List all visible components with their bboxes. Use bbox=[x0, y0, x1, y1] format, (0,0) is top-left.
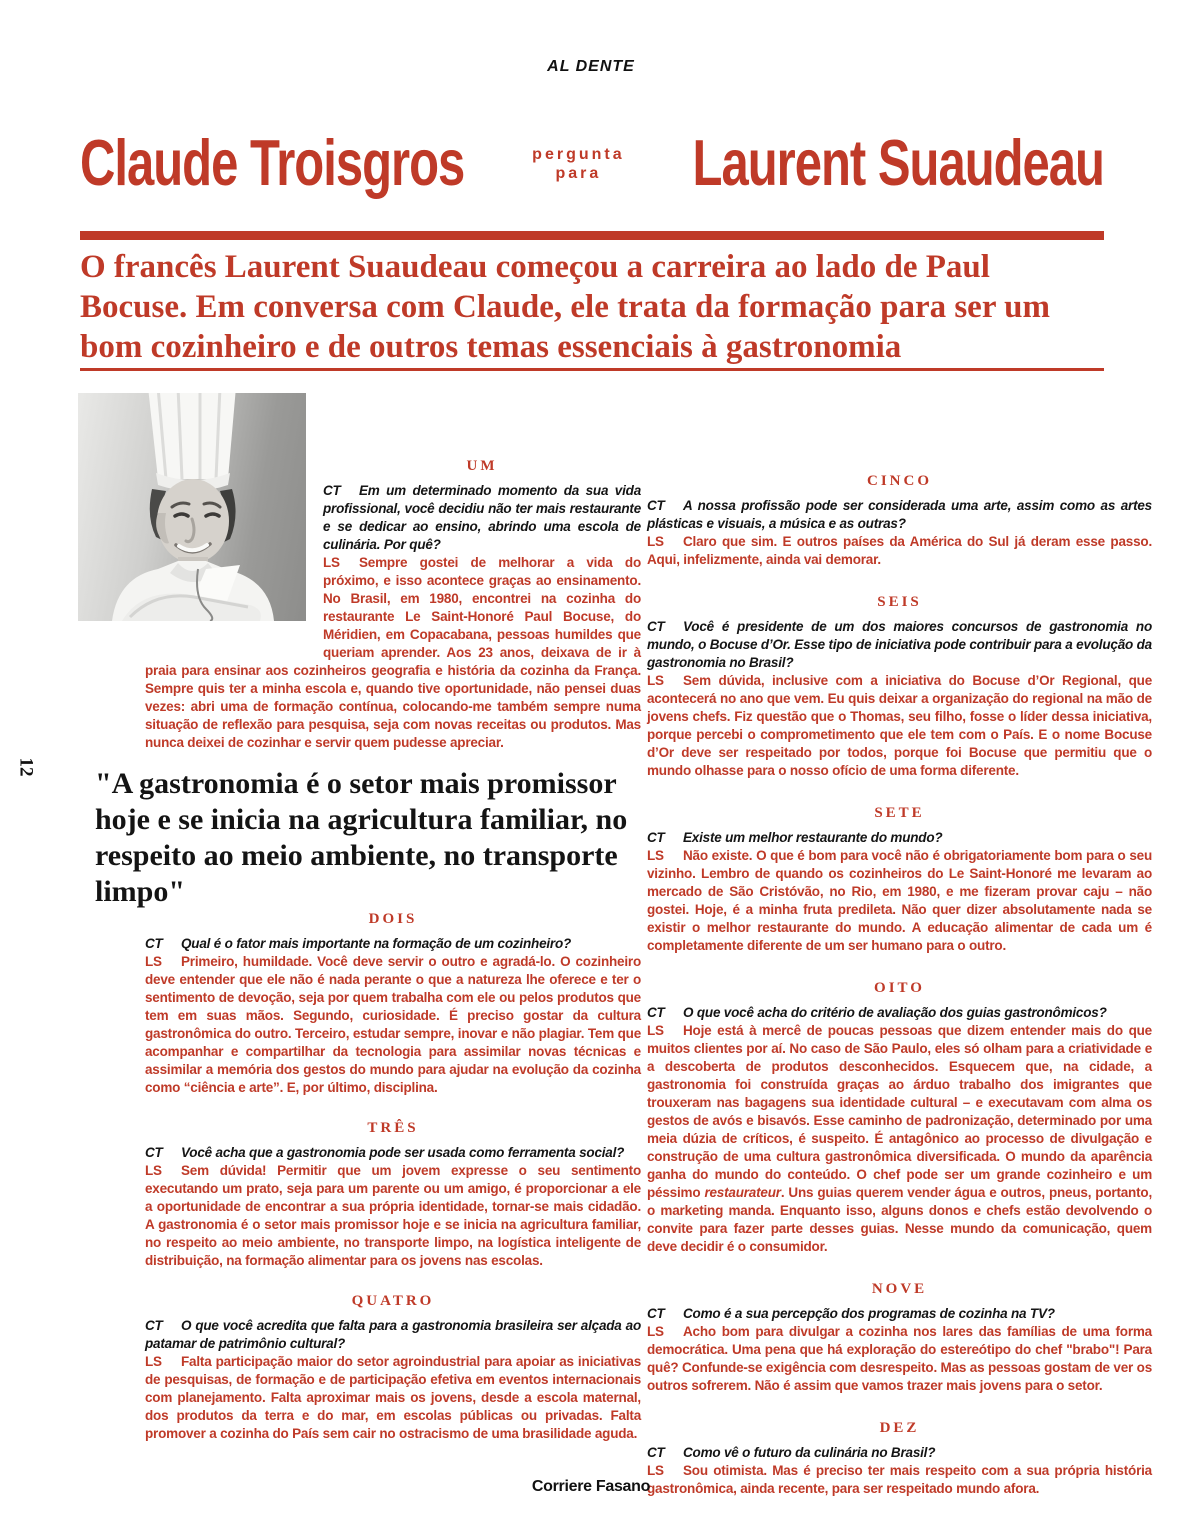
interviewer-question: CT A nossa profissão pode ser considerada uma arte, assim como as artes plásticas e visuais, a música e as outras? bbox=[647, 498, 1152, 531]
section-number-heading: DOIS bbox=[368, 911, 418, 927]
speaker-label-ls: LS bbox=[647, 848, 664, 863]
speaker-label-ls: LS bbox=[647, 673, 664, 688]
interviewee-answer: LS Sou otimista. Mas é preciso ter mais respeito com a sua própria história gastronômica, ainda recente, para ser respeitado mundo afora. bbox=[647, 1463, 1152, 1496]
interviewee-answer: LS Sempre gostei de melhorar a vida do próximo, e isso acontece graças ao ensinamento. No Brasil, em 1980, encontrei na cozinha do restaurante Le Saint-Honoré Paul Bocuse, do Méridien, em Copacabana, pessoas humildes que queriam aprender. Aos 23 anos, deixava de ir à praia para ensinar aos cozinheiros geografia e história da cozinha da França. Sempre quis ter a minha escola e, quando tive oportunidade, não pensei duas vezes: abri uma de formação contínua, colocando-me também sempre numa situação de reflexão para pesquisa, seja com novas receitas ou produtos. Mas nunca deixei de cozinhar e servir quem pudesse apreciar. bbox=[145, 555, 641, 750]
left-column bbox=[95, 393, 641, 1443]
speaker-label-ls: LS bbox=[145, 1354, 162, 1369]
deck-divider-rule bbox=[80, 368, 1104, 371]
interviewee-answer: LS Claro que sim. E outros países da América do Sul já deram esse passo. Aqui, infelizmente, ainda vai demorar. bbox=[647, 534, 1152, 567]
italic-term: restaurateur bbox=[704, 1185, 781, 1200]
speaker-label-ct: CT bbox=[145, 936, 163, 951]
section-number-heading: CINCO bbox=[866, 473, 932, 489]
top-divider-rule bbox=[80, 231, 1104, 240]
interviewer-question: CT Você acha que a gastronomia pode ser usada como ferramenta social? bbox=[145, 1145, 625, 1160]
left-sections-bottom bbox=[145, 910, 641, 1443]
interviewer-question: CT O que você acha do critério de avaliação dos guias gastronômicos? bbox=[647, 1005, 1107, 1020]
speaker-label-ct: CT bbox=[647, 1005, 665, 1020]
interviewer-question: CT Como é a sua percepção dos programas de cozinha na TV? bbox=[647, 1306, 1055, 1321]
interviewee-answer: LS Hoje está à mercê de poucas pessoas que dizem entender mais do que muitos clientes por aí. No caso de São Paulo, eles só olham para a criatividade e a descoberta de produtos desconhecidos. Esquecem que, na cidade, a gastronomia foi construída graças ao árduo trabalho dos imigrantes que trouxeram nas bagagens sua identidade cultural – e executavam com alma os gestos de avós e bisavós. Esse caminho de padronização, determinado por uma meia dúzia de críticos, é suspeito. É antagônico ao processo de divulgação e construção de uma cultura gastronômica diversificada. O mundo da aparência ganha do mundo do conteúdo. O chef pode ser um grande cozinheiro e um péssimo restaurateur. Uns guias querem vender água e outros, pneus, portanto, o marketing manda. Enquanto isso, alguns donos e chefs estão devolvendo o convite para fazer parte desses guias. Nesse mundo da comunicação, quem deve decidir é o consumidor. bbox=[647, 1023, 1152, 1254]
interviewee-answer: LS Primeiro, humildade. Você deve servir o outro e agradá-lo. O cozinheiro deve entender que ele não é nada perante o que a natureza lhe oferece e ter o sentimento de devoção, seja por quem trabalha com ele ou pelos produtos que tem em suas mãos. Segundo, curiosidade. É preciso gostar da cultura gastronômica do outro. Terceiro, estudar sempre, inovar e não plagiar. Tem que acompanhar e compartilhar da tecnologia para assimilar novas técnicas e assimilar a memória dos gestos do mundo para ajudar na evolução da cozinha como “ciência e arte”. E, por último, disciplina. bbox=[145, 954, 641, 1095]
chef-portrait-illustration bbox=[78, 393, 306, 621]
section-number-heading: DEZ bbox=[879, 1420, 920, 1436]
interviewer-question: CT Em um determinado momento da sua vida profissional, você decidiu não ter mais restaurante e se dedicar ao ensino, abrindo uma escola de culinária. Por quê? bbox=[323, 483, 641, 552]
speaker-label-ls: LS bbox=[145, 954, 162, 969]
pull-quote: "A gastronomia é o setor mais promissor hoje e se inicia na agricultura familiar, no respeito ao meio ambiente, no transporte limpo" bbox=[95, 767, 628, 908]
section-number-heading: UM bbox=[466, 458, 498, 474]
speaker-label-ls: LS bbox=[323, 555, 340, 570]
deck-paragraph: O francês Laurent Suaudeau começou a carreira ao lado de Paul Bocuse. Em conversa com Claude, ele trata da formação para ser um bom cozinheiro e de outros temas essenciais à gastronomia bbox=[80, 249, 1050, 365]
interview-section-três bbox=[145, 1119, 641, 1270]
headline-interviewer-name: Claude Troisgros bbox=[80, 128, 465, 200]
section-number-heading: NOVE bbox=[871, 1281, 928, 1297]
interviewer-question: CT Você é presidente de um dos maiores concursos de gastronomia no mundo, o Bocuse d’Or. Esse tipo de iniciativa pode contribuir para a evolução da gastronomia no Brasil? bbox=[647, 619, 1152, 670]
speaker-label-ct: CT bbox=[145, 1318, 163, 1333]
headline bbox=[80, 126, 1104, 202]
section-number-heading: TRÊS bbox=[367, 1120, 419, 1136]
speaker-label-ls: LS bbox=[647, 1463, 664, 1478]
interviewee-answer: LS Sem dúvida, inclusive com a iniciativa do Bocuse d’Or Regional, que acontecerá no ano que vem. Eu quis deixar a organização do regional na mão de jovens chefs. Fiz questão que o Thomas, seu filho, fosse o líder dessa iniciativa, porque percebi o comprometimento que ele tem com o País. E o nome Bocuse d’Or deve ser respeitado por todos, porque foi Bocuse que permitiu que o mundo olhasse para o nosso ofício de uma forma diferente. bbox=[647, 673, 1152, 778]
speaker-label-ls: LS bbox=[647, 1023, 664, 1038]
speaker-label-ct: CT bbox=[647, 619, 665, 634]
headline-interviewee-name: Laurent Suaudeau bbox=[692, 128, 1104, 200]
interview-section-sete bbox=[647, 804, 1152, 955]
headline-connector-line1: pergunta bbox=[532, 145, 625, 163]
interviewer-question: CT Como vê o futuro da culinária no Brasil? bbox=[647, 1445, 936, 1460]
speaker-label-ct: CT bbox=[647, 1445, 665, 1460]
page-number: 12 bbox=[15, 757, 37, 777]
speaker-label-ct: CT bbox=[647, 830, 665, 845]
speaker-label-ls: LS bbox=[647, 534, 664, 549]
headline-connector-line2: para bbox=[555, 164, 602, 182]
section-number-heading: OITO bbox=[874, 980, 925, 996]
interview-section-cinco bbox=[647, 472, 1152, 569]
right-column bbox=[647, 460, 1152, 1498]
speaker-label-ct: CT bbox=[647, 498, 665, 513]
interview-section-quatro bbox=[145, 1292, 641, 1443]
interviewee-answer: LS Sem dúvida! Permitir que um jovem expresse o seu sentimento executando um prato, seja para um parente ou um amigo, é proporcionar a ele a oportunidade de encontrar a sua própria identidade, tornar-se mais cidadão. A gastronomia é o setor mais promissor hoje e se inicia na agricultura familiar, no respeito ao meio ambiente, no transporte limpo, na logística inteligente de distribuição, na formação alimentar para os jovens nas escolas. bbox=[145, 1163, 641, 1268]
interviewer-question: CT Qual é o fator mais importante na formação de um cozinheiro? bbox=[145, 936, 572, 951]
interviewee-answer: LS Acho bom para divulgar a cozinha nos lares das famílias de uma forma democrática. Uma pena que há exploração do estereótipo do chef "brabo"! Para quê? Confunde-se exigência com desrespeito. Mas as pessoas gostam de ver os outros sofrerem. Não é assim que vamos trazer mais jovens para o setor. bbox=[647, 1324, 1152, 1393]
publication-footer: Corriere Fasano bbox=[531, 1478, 651, 1495]
section-number-heading: QUATRO bbox=[351, 1293, 435, 1309]
interviewer-question: CT Existe um melhor restaurante do mundo? bbox=[647, 830, 943, 845]
interview-section-seis bbox=[647, 593, 1152, 780]
interview-section-dois bbox=[145, 910, 641, 1097]
interviewer-question: CT O que você acredita que falta para a gastronomia brasileira ser alçada ao patamar de patrimônio cultural? bbox=[145, 1318, 641, 1351]
speaker-label-ls: LS bbox=[145, 1163, 162, 1178]
section-kicker: AL DENTE bbox=[547, 58, 635, 75]
speaker-label-ct: CT bbox=[145, 1145, 163, 1160]
interviewee-answer: LS Falta participação maior do setor agroindustrial para apoiar as iniciativas de pesquisas, de formação e de participação efetiva em eventos internacionais com planejamento. Falta aproximar mais os jovens, desde a escola maternal, dos produtos da terra e do mar, em escolas públicas ou privadas. Falta promover a cozinha do País sem cair no ostracismo de uma brasilidade aguda. bbox=[145, 1354, 641, 1441]
speaker-label-ls: LS bbox=[647, 1324, 664, 1339]
section-number-heading: SEIS bbox=[877, 594, 922, 610]
speaker-label-ct: CT bbox=[647, 1306, 665, 1321]
interview-section-nove bbox=[647, 1280, 1152, 1395]
headline-connector bbox=[526, 147, 630, 182]
section-number-heading: SETE bbox=[874, 805, 925, 821]
chef-portrait-photo bbox=[78, 393, 306, 621]
interview-section-oito bbox=[647, 979, 1152, 1256]
speaker-label-ct: CT bbox=[323, 483, 341, 498]
interviewee-answer: LS Não existe. O que é bom para você não é obrigatoriamente bom para o seu vizinho. Lembro de quando os cozinheiros do Le Saint-Honoré me levaram ao mercado de São Cristóvão, no Rio, em 1980, e me fizeram provar caju – não gostei. Hoje, é a minha fruta predileta. Não quer dizer absolutamente nada se existir o melhor restaurante do mundo. A educação alimentar de cada um é completamente diferente de um ser humano para o outro. bbox=[647, 848, 1152, 953]
